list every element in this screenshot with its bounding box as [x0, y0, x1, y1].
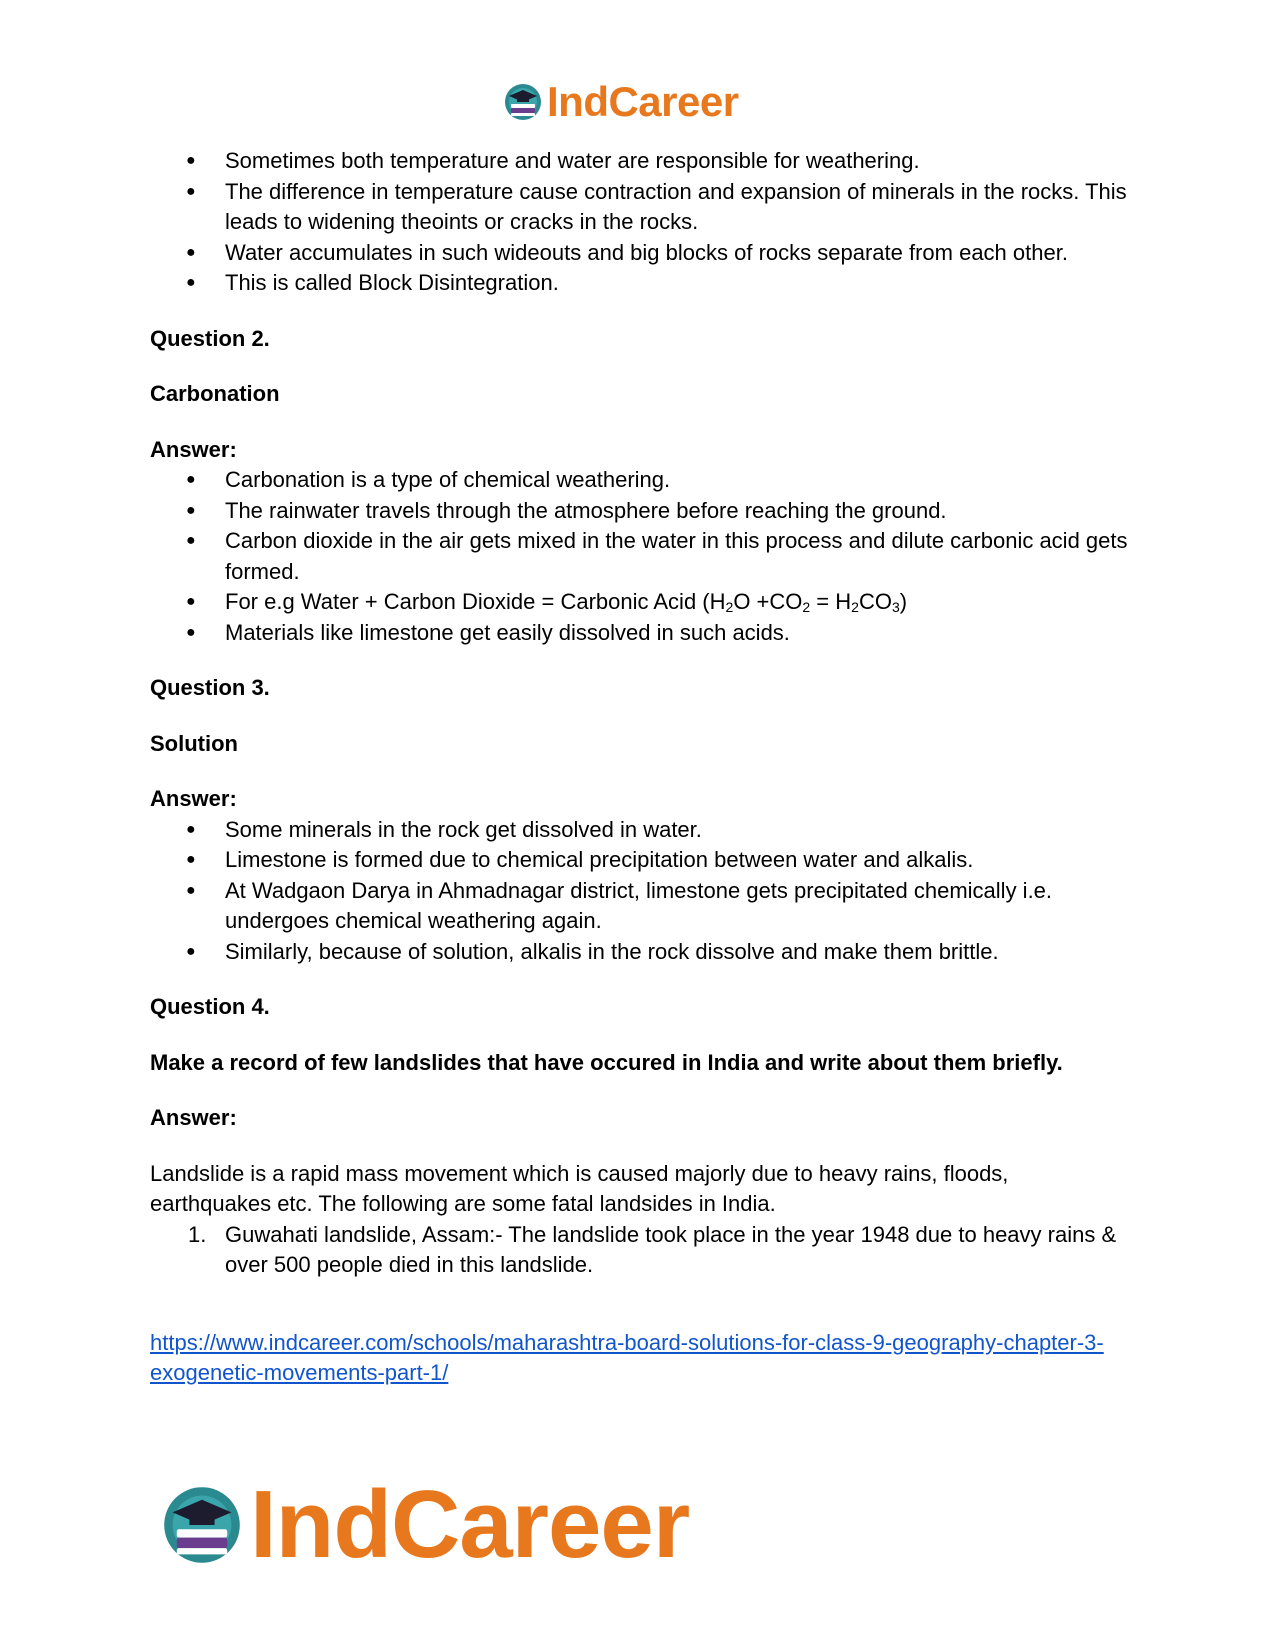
question-3-label: Question 3. [150, 675, 270, 700]
question-3-bullet-list [150, 815, 1130, 968]
list-item: ● Materials like limestone get easily dissolved in such acids. [150, 618, 1130, 649]
question-3-answer-label: Answer: [150, 786, 237, 811]
question-4-title: Make a record of few landslides that have occured in India and write about them briefly. [150, 1049, 1063, 1075]
question-4-answer-label: Answer: [150, 1105, 237, 1130]
intro-bullet-list [150, 146, 1130, 299]
book-graduation-cap-icon [160, 1483, 244, 1567]
list-item-text: Guwahati landslide, Assam:- The landslide took place in the year 1948 due to heavy rains & over 500 people died in this landslide. [225, 1221, 1117, 1277]
list-item: ● Some minerals in the rock get dissolved in water. [150, 815, 1130, 846]
list-item: ● The difference in temperature cause contraction and expansion of minerals in the rocks. This leads to widening theoints or cracks in the rocks. [150, 177, 1130, 238]
list-item: ● At Wadgaon Darya in Ahmadnagar district, limestone gets precipitated chemically i.e. undergoes chemical weathering again. [150, 876, 1130, 937]
list-item: ● Carbon dioxide in the air gets mixed in the water in this process and dilute carbonic acid gets formed. [150, 526, 1130, 587]
question-2-label: Question 2. [150, 325, 270, 351]
list-item: ● Sometimes both temperature and water are responsible for weathering. [150, 146, 1130, 177]
brand-logo-header [503, 78, 739, 126]
brand-name: IndCareer [547, 78, 739, 125]
list-item: ● Limestone is formed due to chemical precipitation between water and alkalis. [150, 845, 1130, 876]
question-4-label: Question 4. [150, 994, 270, 1019]
list-item-number: 1. [188, 1221, 207, 1247]
list-item: ● Carbonation is a type of chemical weathering. [150, 465, 1130, 496]
list-item: ● The rainwater travels through the atmosphere before reaching the ground. [150, 496, 1130, 527]
source-url-link[interactable]: https://www.indcareer.com/schools/maharashtra-board-solutions-for-class-9-geography-chapter-3-exogenetic-movements-part-1/ [150, 1329, 1104, 1385]
brand-logo-footer [160, 1470, 689, 1580]
question-4-intro: Landslide is a rapid mass movement which is caused majorly due to heavy rains, floods, earthquakes etc. The following are some fatal landsides in India. [150, 1160, 1009, 1216]
book-graduation-cap-icon [503, 82, 543, 122]
brand-name: IndCareer [250, 1471, 690, 1578]
formula-item: ● For e.g Water + Carbon Dioxide = Carbonic Acid $(H_2O +CO_2 = H_2CO_3)$ [150, 587, 1130, 618]
list-item: ● Water accumulates in such wideouts and big blocks of rocks separate from each other. [150, 238, 1130, 269]
question-3-title: Solution [150, 730, 238, 756]
question-2-title: Carbonation [150, 381, 280, 406]
question-2-answer-label: Answer: [150, 436, 237, 462]
list-item [150, 1220, 1130, 1281]
document-body [150, 146, 1130, 1389]
list-item: ● Similarly, because of solution, alkalis in the rock dissolve and make them brittle. [150, 937, 1130, 968]
list-item: ● This is called Block Disintegration. [150, 268, 1130, 299]
landslide-list [150, 1220, 1130, 1281]
question-2-bullet-list [150, 465, 1130, 648]
footer-link-wrapper [150, 1328, 1130, 1389]
